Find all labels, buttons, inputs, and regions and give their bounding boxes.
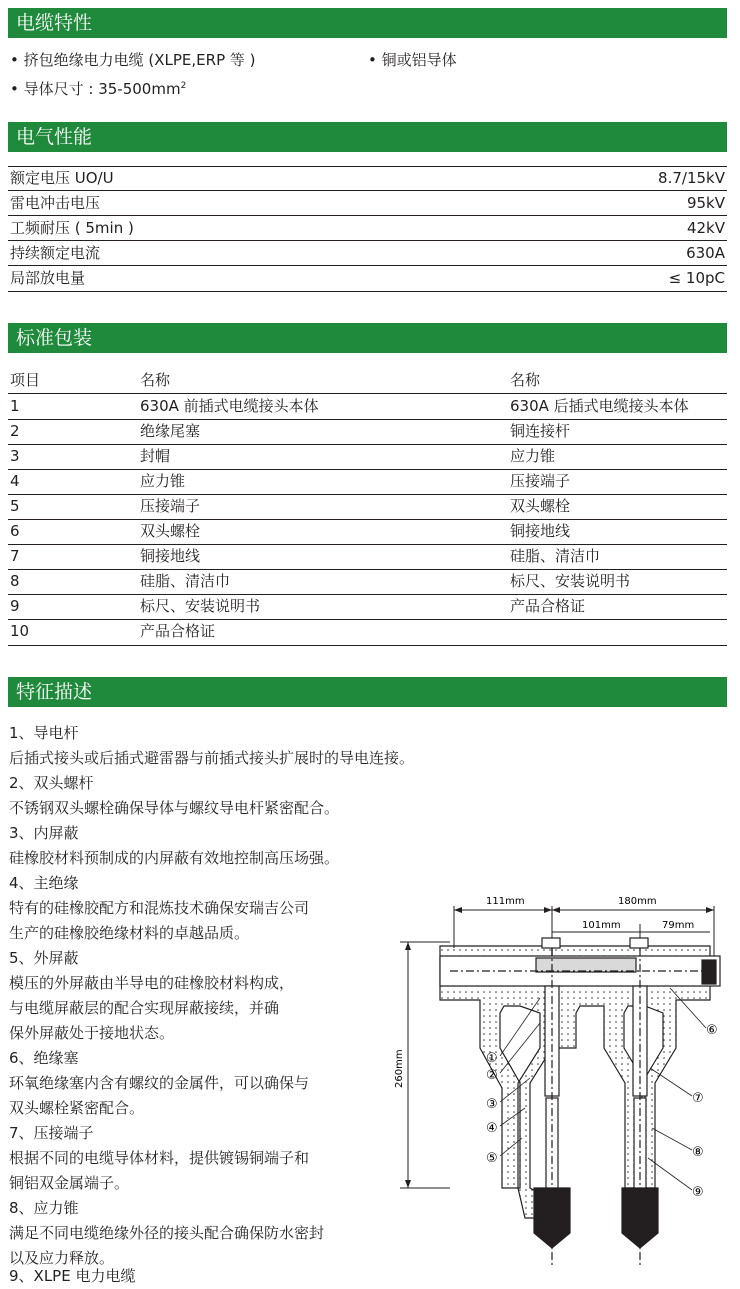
cable-connector-drawing xyxy=(380,888,725,1278)
desc-text: 模压的外屏蔽由半导电的硅橡胶材料构成， xyxy=(9,974,295,992)
desc-text: 以及应力释放。 xyxy=(9,1249,115,1267)
arrowhead xyxy=(405,1180,411,1188)
spec-label: 工频耐压 ( 5min ) xyxy=(10,219,134,237)
bullet-cable-type: • 挤包绝缘电力电缆 (XLPE,ERP 等 ) xyxy=(10,51,256,69)
table-row xyxy=(8,519,727,544)
bullet-text: 导体尺寸 : 35-500mm xyxy=(23,80,181,98)
callout-6: ⑥ xyxy=(706,1023,718,1038)
table-row xyxy=(8,594,727,619)
cell-front: 双头螺栓 xyxy=(140,522,201,540)
cell-no: 6 xyxy=(10,522,20,540)
section-title-packaging: 标准包装 xyxy=(8,323,727,353)
bullet-text: 铜或铝导体 xyxy=(381,51,457,69)
table-row xyxy=(8,419,727,444)
table-row xyxy=(8,394,727,419)
dim-label-111: 111mm xyxy=(486,896,525,907)
spec-row xyxy=(8,191,727,215)
spec-value: 630A xyxy=(686,244,725,262)
desc-text: 根据不同的电缆导体材料，提供镀锡铜端子和 xyxy=(9,1149,310,1167)
table-header xyxy=(8,368,727,393)
callout-8: ⑧ xyxy=(692,1145,704,1160)
table-row xyxy=(8,619,727,644)
spec-value: 8.7/15kV xyxy=(658,169,725,187)
desc-text: 环氧绝缘塞内含有螺纹的金属件，可以确保与 xyxy=(9,1074,310,1092)
leader-line xyxy=(652,1128,692,1150)
divider xyxy=(8,645,727,646)
desc-text: 满足不同电缆绝缘外径的接头配合确保防水密封 xyxy=(9,1224,325,1242)
cell-front: 铜接地线 xyxy=(140,547,201,565)
section-title-electrical: 电气性能 xyxy=(8,122,727,152)
cell-no: 10 xyxy=(10,622,30,640)
arrowhead xyxy=(405,942,411,950)
spec-value: 95kV xyxy=(686,194,725,212)
superscript: 2 xyxy=(180,81,187,91)
desc-heading: 1、导电杆 xyxy=(9,724,79,742)
spec-label: 局部放电量 xyxy=(10,269,86,287)
header-item: 项目 xyxy=(10,371,41,389)
desc-heading: 2、双头螺杆 xyxy=(9,774,94,792)
cell-front: 硅脂、清洁巾 xyxy=(140,572,231,590)
spec-row xyxy=(8,166,727,190)
spec-label: 雷电冲击电压 xyxy=(10,194,101,212)
section-title-cable-features: 电缆特性 xyxy=(8,8,727,38)
dim-label-180: 180mm xyxy=(618,896,657,907)
section-title-features: 特征描述 xyxy=(8,677,727,707)
cell-front: 压接端子 xyxy=(140,497,201,515)
desc-text: 特有的硅橡胶配方和混炼技术确保安瑞吉公司 xyxy=(9,899,310,917)
cell-front: 绝缘尾塞 xyxy=(140,422,201,440)
cell-front: 封帽 xyxy=(140,447,171,465)
desc-text: 硅橡胶材料预制成的内屏蔽有效地控制高压场强。 xyxy=(9,849,340,867)
spec-row xyxy=(8,266,727,290)
cell-no: 5 xyxy=(10,497,20,515)
cell-front: 产品合格证 xyxy=(140,622,216,640)
arrowhead xyxy=(544,907,552,913)
callout-9: ⑨ xyxy=(692,1185,704,1200)
callout-1: ① xyxy=(486,1051,498,1066)
cell-rear: 630A 后插式电缆接头本体 xyxy=(510,397,689,415)
desc-text: 不锈钢双头螺栓确保导体与螺纹导电杆紧密配合。 xyxy=(9,799,340,817)
desc-heading: 9、XLPE 电力电缆 xyxy=(9,1267,136,1285)
cell-front: 标尺、安装说明书 xyxy=(140,597,261,615)
insulating-plug xyxy=(702,960,716,984)
dim-label-260: 260mm xyxy=(394,1049,405,1088)
dim-label-79: 79mm xyxy=(662,920,695,931)
cell-no: 2 xyxy=(10,422,20,440)
cell-rear: 压接端子 xyxy=(510,472,571,490)
callout-5: ⑤ xyxy=(486,1151,498,1166)
callout-7: ⑦ xyxy=(692,1091,704,1106)
bullet-conductor-material: • 铜或铝导体 xyxy=(368,51,457,69)
cell-no: 7 xyxy=(10,547,20,565)
connecting-rod xyxy=(536,958,636,972)
bullet-conductor-size: • 导体尺寸 : $35-500mm^2$ xyxy=(10,80,187,98)
cell-no: 1 xyxy=(10,397,20,415)
table-row xyxy=(8,444,727,469)
table-row xyxy=(8,569,727,594)
cell-rear: 硅脂、清洁巾 xyxy=(510,547,601,565)
spec-value: ≤ 10pC xyxy=(668,269,725,287)
desc-text: 后插式接头或后插式避雷器与前插式接头扩展时的导电连接。 xyxy=(9,749,415,767)
desc-text: 双头螺栓紧密配合。 xyxy=(9,1099,145,1117)
cell-no: 3 xyxy=(10,447,20,465)
desc-text: 保外屏蔽处于接地状态。 xyxy=(9,1024,175,1042)
header-name-front: 名称 xyxy=(140,371,171,389)
cell-rear: 标尺、安装说明书 xyxy=(510,572,631,590)
table-row xyxy=(8,544,727,569)
leader-line xyxy=(650,1068,692,1096)
divider xyxy=(8,291,727,292)
desc-heading: 3、内屏蔽 xyxy=(9,824,79,842)
callout-4: ④ xyxy=(486,1121,498,1136)
spec-value: 42kV xyxy=(686,219,725,237)
cell-front: 630A 前插式电缆接头本体 xyxy=(140,397,319,415)
cell-front: 应力锥 xyxy=(140,472,186,490)
spec-label: 持续额定电流 xyxy=(10,244,101,262)
arrowhead xyxy=(454,907,462,913)
callout-2: ② xyxy=(486,1068,498,1083)
arrowhead xyxy=(552,907,560,913)
cell-rear: 应力锥 xyxy=(510,447,556,465)
cell-rear: 双头螺栓 xyxy=(510,497,571,515)
spec-label: 额定电压 UO/U xyxy=(10,169,114,187)
desc-text: 生产的硅橡胶绝缘材料的卓越品质。 xyxy=(9,924,250,942)
cell-rear: 产品合格证 xyxy=(510,597,586,615)
header-name-rear: 名称 xyxy=(510,371,541,389)
dim-label-101: 101mm xyxy=(582,920,621,931)
desc-heading: 4、主绝缘 xyxy=(9,874,79,892)
table-row xyxy=(8,469,727,494)
desc-heading: 6、绝缘塞 xyxy=(9,1049,79,1067)
arrowhead xyxy=(706,907,714,913)
cap-rear xyxy=(630,938,648,948)
cap-front xyxy=(542,938,560,948)
desc-heading: 8、应力锥 xyxy=(9,1199,79,1217)
spec-row xyxy=(8,241,727,265)
cell-no: 4 xyxy=(10,472,20,490)
leader-line xyxy=(500,998,540,1056)
desc-heading: 7、压接端子 xyxy=(9,1124,94,1142)
callout-3: ③ xyxy=(486,1097,498,1112)
bullet-text: 挤包绝缘电力电缆 (XLPE,ERP 等 ) xyxy=(23,51,256,69)
desc-text: 与电缆屏蔽层的配合实现屏蔽接续，并确 xyxy=(9,999,280,1017)
table-row xyxy=(8,494,727,519)
spec-row xyxy=(8,216,727,240)
cell-no: 9 xyxy=(10,597,20,615)
cell-rear: 铜连接杆 xyxy=(510,422,571,440)
desc-heading: 5、外屏蔽 xyxy=(9,949,79,967)
desc-text: 铜铝双金属端子。 xyxy=(9,1174,130,1192)
cell-no: 8 xyxy=(10,572,20,590)
cell-rear: 铜接地线 xyxy=(510,522,571,540)
